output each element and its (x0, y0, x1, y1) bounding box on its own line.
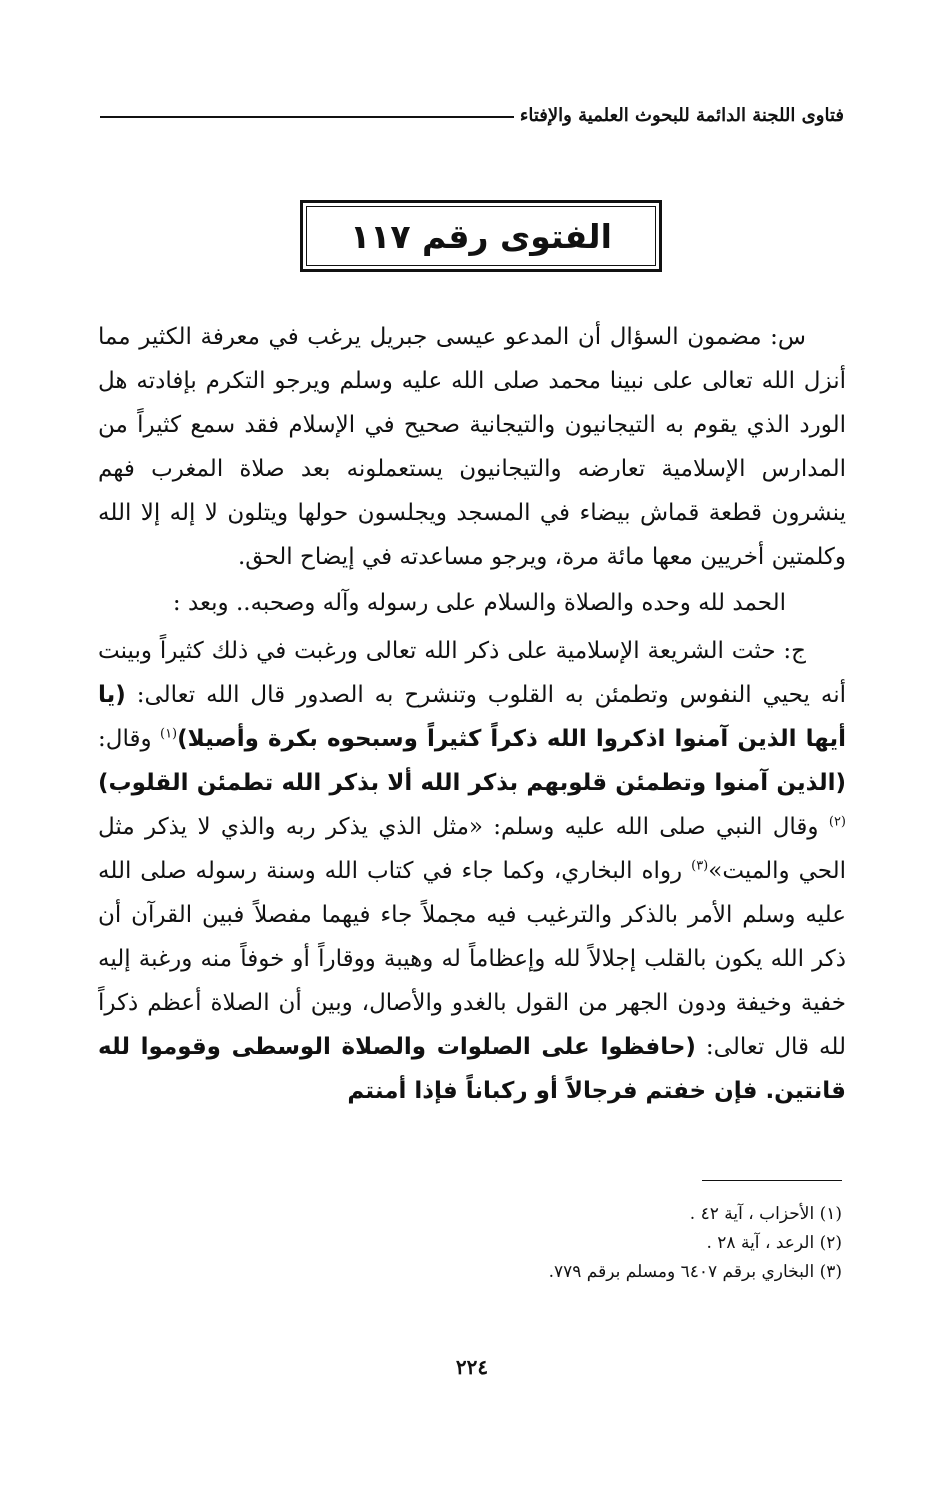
quran-verse-3: (حافظوا على الصلوات والصلاة الوسطى وقوموا لله قانتين. فإن خفتم فرجالاً أو ركباناً فإذا أمنتم (98, 1034, 846, 1104)
answer-text-4: رواه البخاري، وكما جاء في كتاب الله وسنة رسوله صلى الله عليه وسلم الأمر بالذكر والترغيب فيه مجملاً جاء فيهما مفصلاً فبين القرآن أن ذكر الله يكون بالقلب إجلالاً لله وإعظاماً له وهيبة ووقاراً أو خوفاً منه ورغبة إليه خفية وخيفة ودون الجهر من القول بالغدو والأصال، وبين أن الصلاة أعظم ذكراً لله قال تعالى: (98, 858, 846, 1060)
praise-paragraph: الحمد لله وحده والصلاة والسلام على رسوله وآله وصحبه.. وبعد : (172, 590, 786, 616)
answer-paragraph (98, 629, 846, 1113)
page-number: ٢٢٤ (455, 1355, 489, 1379)
footnote-rule (702, 1180, 842, 1181)
body-text (98, 315, 846, 1113)
quran-verse-2: (الذين آمنوا وتطمئن قلوبهم بذكر الله ألا بذكر الله تطمئن القلوب) (98, 770, 846, 796)
footnote-ref-3: (٣) (691, 858, 709, 874)
question-paragraph: س: مضمون السؤال أن المدعو عيسى جبريل يرغب في معرفة الكثير مما أنزل الله تعالى على نبينا محمد صلى الله عليه وسلم ويرجو التكرم بإفادته هل الورد الذي يقوم به التيجانيون والتيجانية صحيح في الإسلام فقد سمع كثيراً من المدارس الإسلامية تعارضه والتيجانيون يستعملونه بعد صلاة المغرب فهم ينشرون قطعة قماش بيضاء في المسجد ويجلسون حولها ويتلون لا إله إلا الله وكلمتين أخريين معها مائة مرة، ويرجو مساعدته في إيضاح الحق. (98, 324, 846, 570)
answer-text-2: وقال: (98, 726, 160, 752)
fatwa-title-box (300, 200, 662, 272)
footnotes (242, 1200, 842, 1287)
quran-verse-1: (يا أيها الذين آمنوا اذكروا الله ذكراً كثيراً وسبحوه بكرة وأصيلا) (98, 682, 846, 752)
fatwa-title: الفتوى رقم ١١٧ (306, 206, 656, 266)
hadith-text: وقال النبي صلى الله عليه وسلم: «مثل الذي يذكر ربه والذي لا يذكر مثل الحي والميت» (98, 814, 847, 884)
running-title: فتاوى اللجنة الدائمة للبحوث العلمية والإفتاء (519, 105, 844, 126)
footnote-ref-1: (١) (159, 726, 178, 742)
answer-intro: ج: حثت الشريعة الإسلامية على ذكر الله تعالى ورغبت في ذلك كثيراً وبينت أنه يحيي النفوس وتطمئن به القلوب وتنشرح به الصدور قال الله تعالى: (98, 638, 846, 708)
header-rule (100, 116, 514, 118)
footnote-2: (٢) الرعد ، آية ٢٨ . (706, 1233, 842, 1253)
footnote-1: (١) الأحزاب ، آية ٤٢ . (689, 1204, 842, 1224)
footnote-ref-2: (٢) (828, 814, 846, 830)
footnote-3: (٣) البخاري برقم ٦٤٠٧ ومسلم برقم ٧٧٩. (548, 1262, 842, 1282)
running-header (100, 92, 844, 126)
